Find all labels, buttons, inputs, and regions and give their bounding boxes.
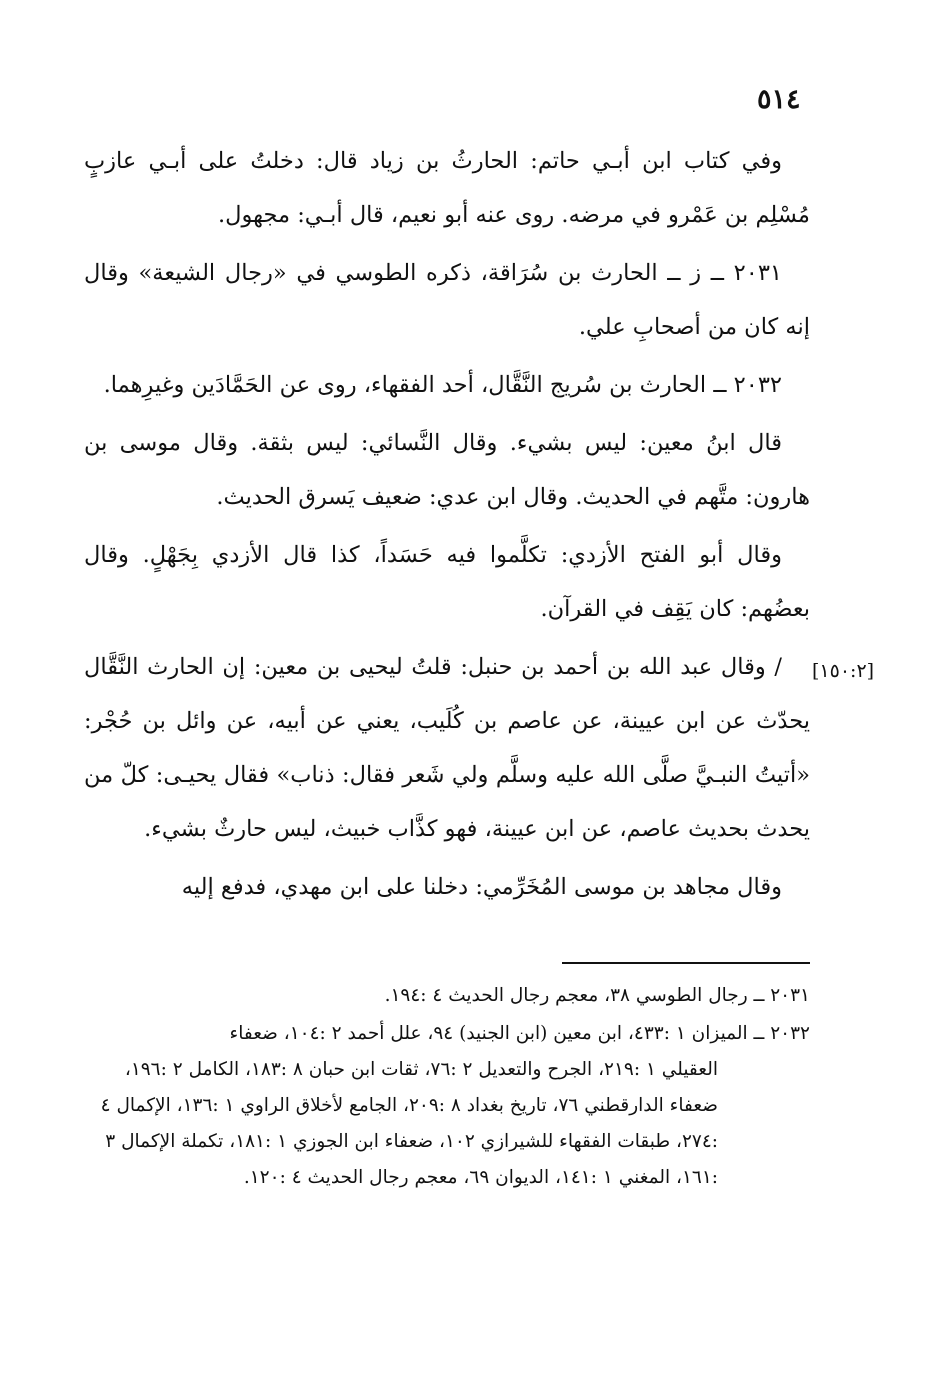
- footnotes: [84, 978, 810, 1198]
- footnote-text: ٢٠٣١ ــ رجال الطوسي ٣٨، معجم رجال الحديث ٤ :١٩٤.: [384, 985, 810, 1006]
- paragraph: وقال مجاهد بن موسى المُخَرِّمي: دخلنا على ابن مهدي، فدفع إليه: [181, 874, 782, 900]
- footnote-text: ٢٠٣٢ ــ الميزان ١ :٤٣٣، ابن معين (ابن الجنيد) ٩٤، علل أحمد ٢ :١٠٤، ضعفاء: [229, 1023, 810, 1044]
- footnote-divider: [562, 962, 810, 964]
- page-number: ٥١٤: [757, 84, 801, 115]
- main-text: [84, 134, 810, 918]
- entry-2032: ٢٠٣٢ ــ الحارث بن سُريج النَّقَّال، أحد الفقهاء، روى عن الحَمَّادَين وغيرِهما.: [103, 372, 782, 398]
- footnote-2031: [84, 978, 810, 1014]
- margin-reference: [١٥٠:٢]: [812, 660, 875, 682]
- footnote-2032: [84, 1016, 810, 1196]
- paragraph: وفي كتاب ابن أبـي حاتم: الحارثُ بن زياد قال: دخلتُ على أبـي عازبٍ مُسْلِم بن عَمْرو في مرضه. روى عنه أبو نعيم، قال أبـي: مجهول.: [84, 148, 810, 228]
- paragraph: قال ابنُ معين: ليس بشيء. وقال النَّسائي: ليس بثقة. وقال موسى بن هارون: متَّهم في الحديث. وقال ابن عدي: ضعيف يَسرق الحديث.: [84, 430, 810, 510]
- paragraph: وقال أبو الفتح الأزدي: تكلَّموا فيه حَسَداً، كذا قال الأزدي بِجَهْلٍ. وقال بعضُهم: كان يَقِف في القرآن.: [84, 542, 810, 622]
- paragraph: / وقال عبد الله بن أحمد بن حنبل: قلتُ ليحيى بن معين: إن الحارث النَّقَّال يحدّث عن ابن عيينة، عن عاصم بن كُلَيب، يعني عن أبيه، عن وائل بن حُجْر: «أتيتُ النبـيَّ صلَّى الله عليه وسلَّم ولي شَعر فقال: ذناب» فقال يحيـى: كلّ من يحدث بحديث عاصم، عن ابن عيينة، فهو كذَّاب خبيث، ليس حارثٌ بشيء.: [84, 654, 810, 842]
- footnote-continuation: العقيلي ١ :٢١٩، الجرح والتعديل ٢ :٧٦، ثقات ابن حبان ٨ :١٨٣، الكامل ٢ :١٩٦، ضعفاء الدارقطني ٧٦، تاريخ بغداد ٨ :٢٠٩، الجامع لأخلاق الراوي ١ :١٣٦، الإكمال ٤ :٢٧٤، طبقات الفقهاء للشيرازي ١٠٢، ضعفاء ابن الجوزي ١ :١٨١، تكملة الإكمال ٣ :١٦١، المغني ١ :١٤١، الديوان ٦٩، معجم رجال الحديث ٤ :١٢٠.: [100, 1059, 718, 1188]
- entry-2031: ٢٠٣١ ــ ز ــ الحارث بن سُرَاقة، ذكره الطوسي في «رجال الشيعة» وقال إنه كان من أصحابِ علي.: [84, 260, 810, 340]
